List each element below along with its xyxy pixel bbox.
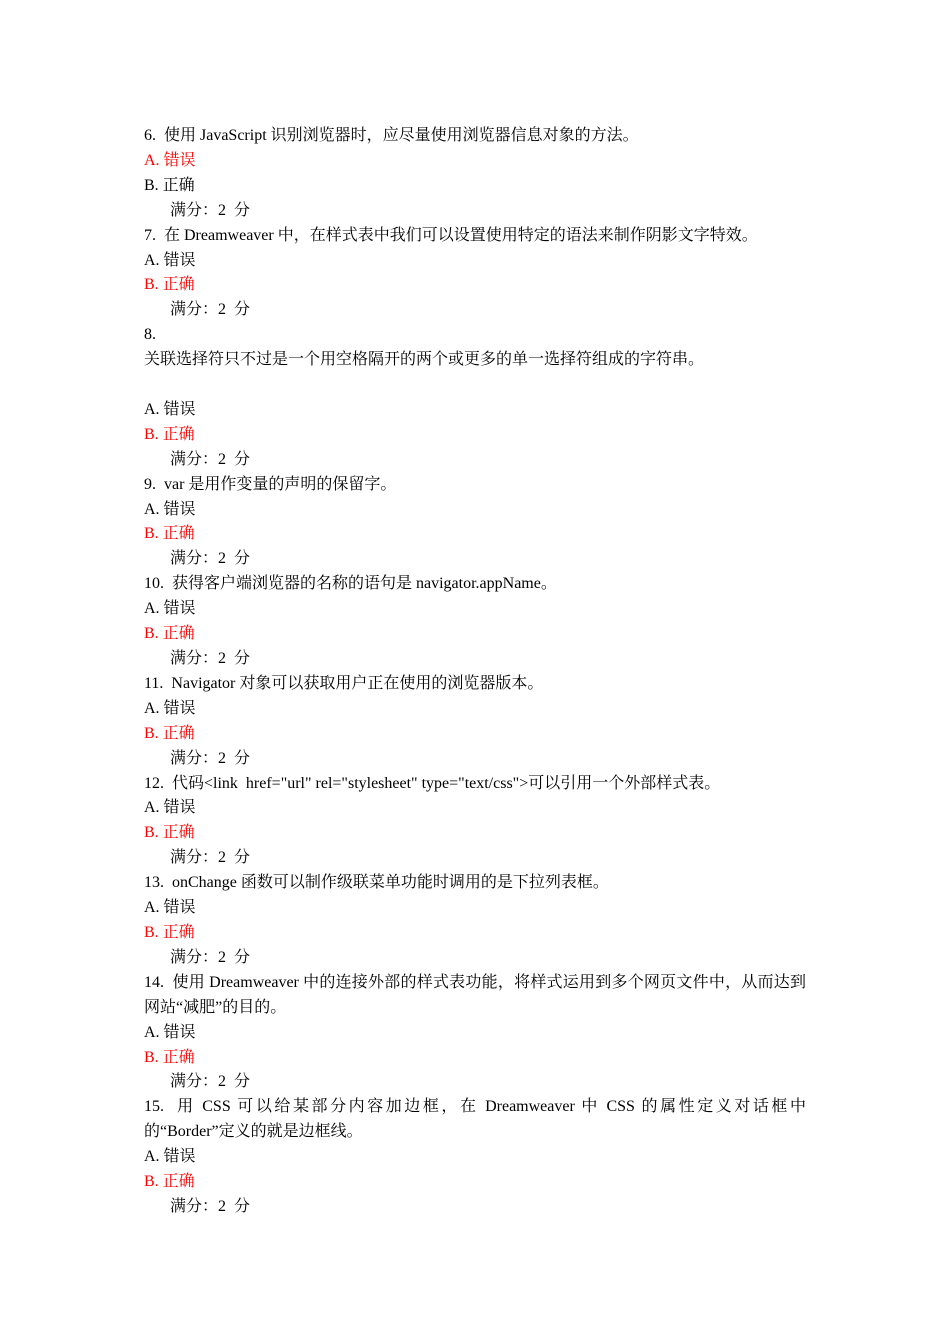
question-text: 获得客户端浏览器的名称的语句是 navigator.appName。 xyxy=(172,575,557,593)
score: 满分：2 分 xyxy=(170,749,251,767)
score: 满分：2 分 xyxy=(170,849,251,867)
option-b: B. 正确 xyxy=(144,625,195,643)
question-number: 11. xyxy=(144,674,164,692)
option-a: A. 错误 xyxy=(144,400,196,418)
question-number: 12. xyxy=(144,774,164,792)
option-a: A. 错误 xyxy=(144,799,196,817)
question-text: 在 Dreamweaver 中，在样式表中我们可以设置使用特定的语法来制作阴影文字特效。 xyxy=(164,226,758,244)
question-7 xyxy=(144,224,806,324)
option-b: B. 正确 xyxy=(144,724,195,742)
question-number: 10. xyxy=(144,575,164,593)
question-number: 9. xyxy=(144,475,156,493)
question-text: 使用 JavaScript 识别浏览器时，应尽量使用浏览器信息对象的方法。 xyxy=(164,127,639,144)
question-number: 14. xyxy=(144,973,164,991)
blank-line xyxy=(144,373,806,398)
score: 满分：2 分 xyxy=(170,201,251,219)
option-a: A. 错误 xyxy=(144,151,196,169)
question-9 xyxy=(144,473,806,573)
question-list xyxy=(144,124,806,1220)
option-b: B. 正确 xyxy=(144,425,195,443)
score: 满分：2 分 xyxy=(170,301,251,319)
option-b: B. 正确 xyxy=(144,176,195,194)
option-b: B. 正确 xyxy=(144,1173,195,1191)
option-a: A. 错误 xyxy=(144,1023,196,1041)
question-text: Navigator 对象可以获取用户正在使用的浏览器版本。 xyxy=(171,674,544,692)
question-11 xyxy=(144,672,806,772)
question-10 xyxy=(144,572,806,672)
question-text: 用 CSS 可以给某部分内容加边框，在 Dreamweaver 中 CSS 的属性定义对话框中的“Border”定义的就是边框线。 xyxy=(144,1098,806,1141)
question-number: 15. xyxy=(144,1098,164,1116)
question-number: 6. xyxy=(144,127,156,144)
question-text: 代码<link href="url" rel="stylesheet" type="text/css">可以引用一个外部样式表。 xyxy=(172,774,721,792)
question-12 xyxy=(144,772,806,872)
option-a: A. 错误 xyxy=(144,899,196,917)
question-8 xyxy=(144,323,806,472)
question-number: 13. xyxy=(144,874,164,892)
option-b: B. 正确 xyxy=(144,824,195,842)
score: 满分：2 分 xyxy=(170,1073,251,1091)
score: 满分：2 分 xyxy=(170,650,251,668)
score: 满分：2 分 xyxy=(170,948,251,966)
option-a: A. 错误 xyxy=(144,1148,196,1166)
score: 满分：2 分 xyxy=(170,1197,251,1215)
question-text: var 是用作变量的声明的保留字。 xyxy=(164,475,397,493)
option-a: A. 错误 xyxy=(144,500,196,518)
question-text: 关联选择符只不过是一个用空格隔开的两个或更多的单一选择符组成的字符串。 xyxy=(144,351,705,369)
question-13 xyxy=(144,871,806,971)
question-text: 使用 Dreamweaver 中的连接外部的样式表功能，将样式运用到多个网页文件中，从而达到网站“减肥”的目的。 xyxy=(144,973,806,1016)
score: 满分：2 分 xyxy=(170,550,251,568)
question-15 xyxy=(144,1095,806,1220)
option-a: A. 错误 xyxy=(144,251,196,269)
question-14 xyxy=(144,971,806,1096)
question-text: onChange 函数可以制作级联菜单功能时调用的是下拉列表框。 xyxy=(172,874,609,892)
option-b: B. 正确 xyxy=(144,923,195,941)
option-b: B. 正确 xyxy=(144,1048,195,1066)
question-6 xyxy=(144,124,806,224)
option-a: A. 错误 xyxy=(144,699,196,717)
question-number: 7. xyxy=(144,226,156,244)
option-b: B. 正确 xyxy=(144,525,195,543)
option-b: B. 正确 xyxy=(144,276,195,294)
score: 满分：2 分 xyxy=(170,450,251,468)
option-a: A. 错误 xyxy=(144,600,196,618)
question-number: 8. xyxy=(144,326,156,344)
